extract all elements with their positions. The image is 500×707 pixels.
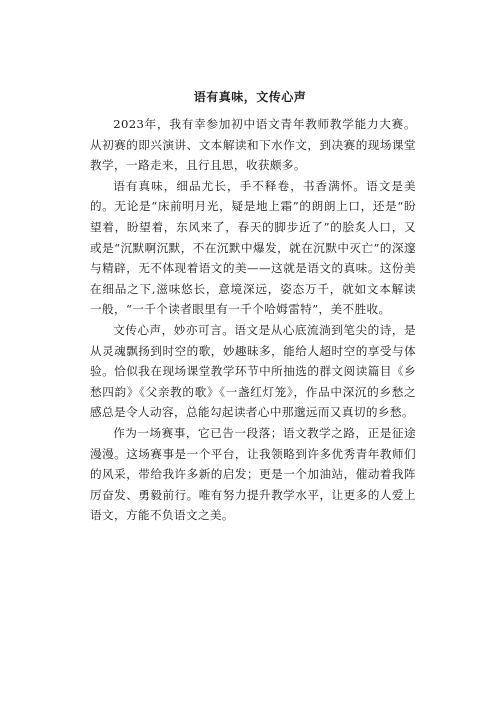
paragraph-conclusion: 作为一场赛事，它已告一段落；语文教学之路，正是征途漫漫。这场赛事是一个平台，让我领略到许多优秀青年教师们的风采，带给我许多新的启发；更是一个加油站，催动着我阵厉奋发、勇毅前行。唯有努力提升教学水平，让更多的人爱上语文，方能不负语文之美。 [90, 425, 416, 523]
document-body [90, 114, 416, 526]
paragraph-writing-heart: 文传心声，妙亦可言。语文是从心底流淌到笔尖的诗，是从灵魂飘扬到时空的歌，妙趣昧多，能给人超时空的享受与体验。恰似我在现场课堂教学环节中所抽选的群文阅读篇目《乡愁四韵》《父亲教的歌》《一盏红灯笼》，作品中深沉的乡愁之感总是令人动容，总能勾起读者心中那邈远而又真切的乡愁。 [90, 322, 416, 420]
document-title: 语有真味，文传心声 [193, 90, 307, 104]
paragraph-language-taste: 语有真味，细品尤长，手不释卷，书香满怀。语文是美的。无论是“床前明月光，疑是地上霜”的朗朗上口，还是“盼望着，盼望着，东风来了，春天的脚步近了”的脍炙人口，又或是“沉默啊沉默，不在沉默中爆发，就在沉默中灭亡”的深邃与精辟，无不体现着语文的美——这就是语文的真味。这份美在细品之下,滋味悠长，意境深远，姿态万千，就如文本解读一般，“一千个读者眼里有一千个哈姆雷特”，美不胜收。 [90, 178, 416, 317]
paragraph-intro: 2023年，我有幸参加初中语文青年教师教学能力大赛。从初赛的即兴演讲、文本解读和下水作文，到决赛的现场课堂教学，一路走来，且行且思，收获颇多。 [90, 117, 416, 173]
